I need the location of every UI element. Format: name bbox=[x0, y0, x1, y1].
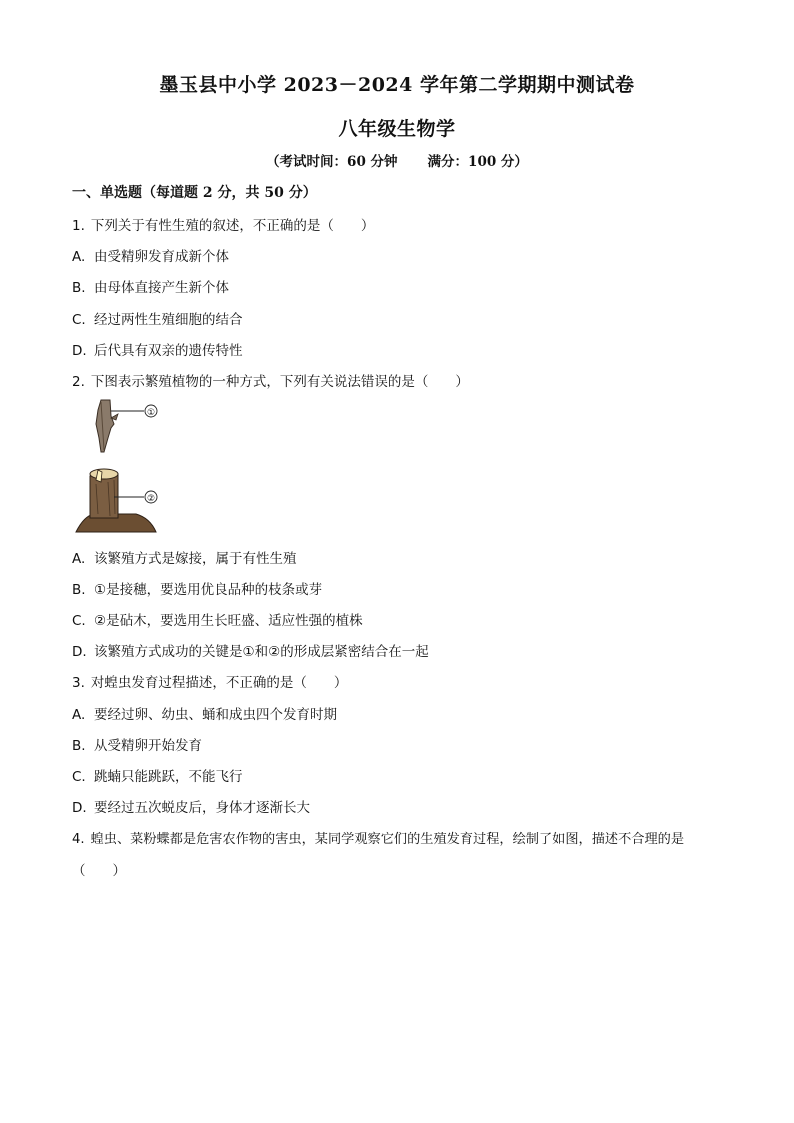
question-3-option-b: B. 从受精卵开始发育 bbox=[72, 738, 202, 754]
question-1-option-d: D. 后代具有双亲的遗传特性 bbox=[72, 343, 243, 359]
section-title: 一、单选题（每道题 2 分，共 50 分） bbox=[72, 185, 317, 201]
question-1-option-a: A. 由受精卵发育成新个体 bbox=[72, 249, 229, 265]
question-4-stem: 4. 蝗虫、菜粉蝶都是危害农作物的害虫，某同学观察它们的生殖发育过程，绘制了如图，描述不合理的是 bbox=[72, 832, 685, 847]
scion-illustration bbox=[96, 400, 118, 452]
question-3-stem: 3. 对蝗虫发育过程描述，不正确的是（ ） bbox=[72, 675, 348, 691]
question-2-option-d: D. 该繁殖方式成功的关键是①和②的形成层紧密结合在一起 bbox=[72, 644, 429, 660]
question-1-option-b: B. 由母体直接产生新个体 bbox=[72, 280, 229, 296]
question-3-option-d: D. 要经过五次蜕皮后，身体才逐渐长大 bbox=[72, 800, 310, 816]
exam-subject: 八年级生物学 bbox=[338, 118, 456, 140]
question-2-option-a: A. 该繁殖方式是嫁接，属于有性生殖 bbox=[72, 551, 297, 567]
exam-info bbox=[0, 150, 794, 170]
question-2-stem: 2. 下图表示繁殖植物的一种方式，下列有关说法错误的是（ ） bbox=[72, 374, 469, 390]
question-1-option-c: C. 经过两性生殖细胞的结合 bbox=[72, 312, 243, 328]
question-1-stem: 1. 下列关于有性生殖的叙述，不正确的是（ ） bbox=[72, 218, 375, 234]
exam-time: （考试时间：60 分钟 bbox=[266, 154, 398, 170]
label-2: ② bbox=[146, 494, 156, 504]
full-score: 满分：100 分） bbox=[427, 154, 528, 170]
label-1: ① bbox=[146, 408, 156, 418]
question-2-option-b: B. ①是接穗，要选用优良品种的枝条或芽 bbox=[72, 582, 323, 598]
question-4-stem-continued: （ ） bbox=[72, 863, 126, 879]
stock-illustration bbox=[76, 469, 156, 532]
grafting-figure bbox=[74, 394, 174, 536]
question-3-option-c: C. 跳蝻只能跳跃，不能飞行 bbox=[72, 769, 243, 785]
exam-title: 墨玉县中小学 2023－2024 学年第二学期期中测试卷 bbox=[159, 74, 635, 96]
question-2-option-c: C. ②是砧木，要选用生长旺盛、适应性强的植株 bbox=[72, 613, 363, 629]
question-3-option-a: A. 要经过卵、幼虫、蛹和成虫四个发育时期 bbox=[72, 707, 337, 723]
